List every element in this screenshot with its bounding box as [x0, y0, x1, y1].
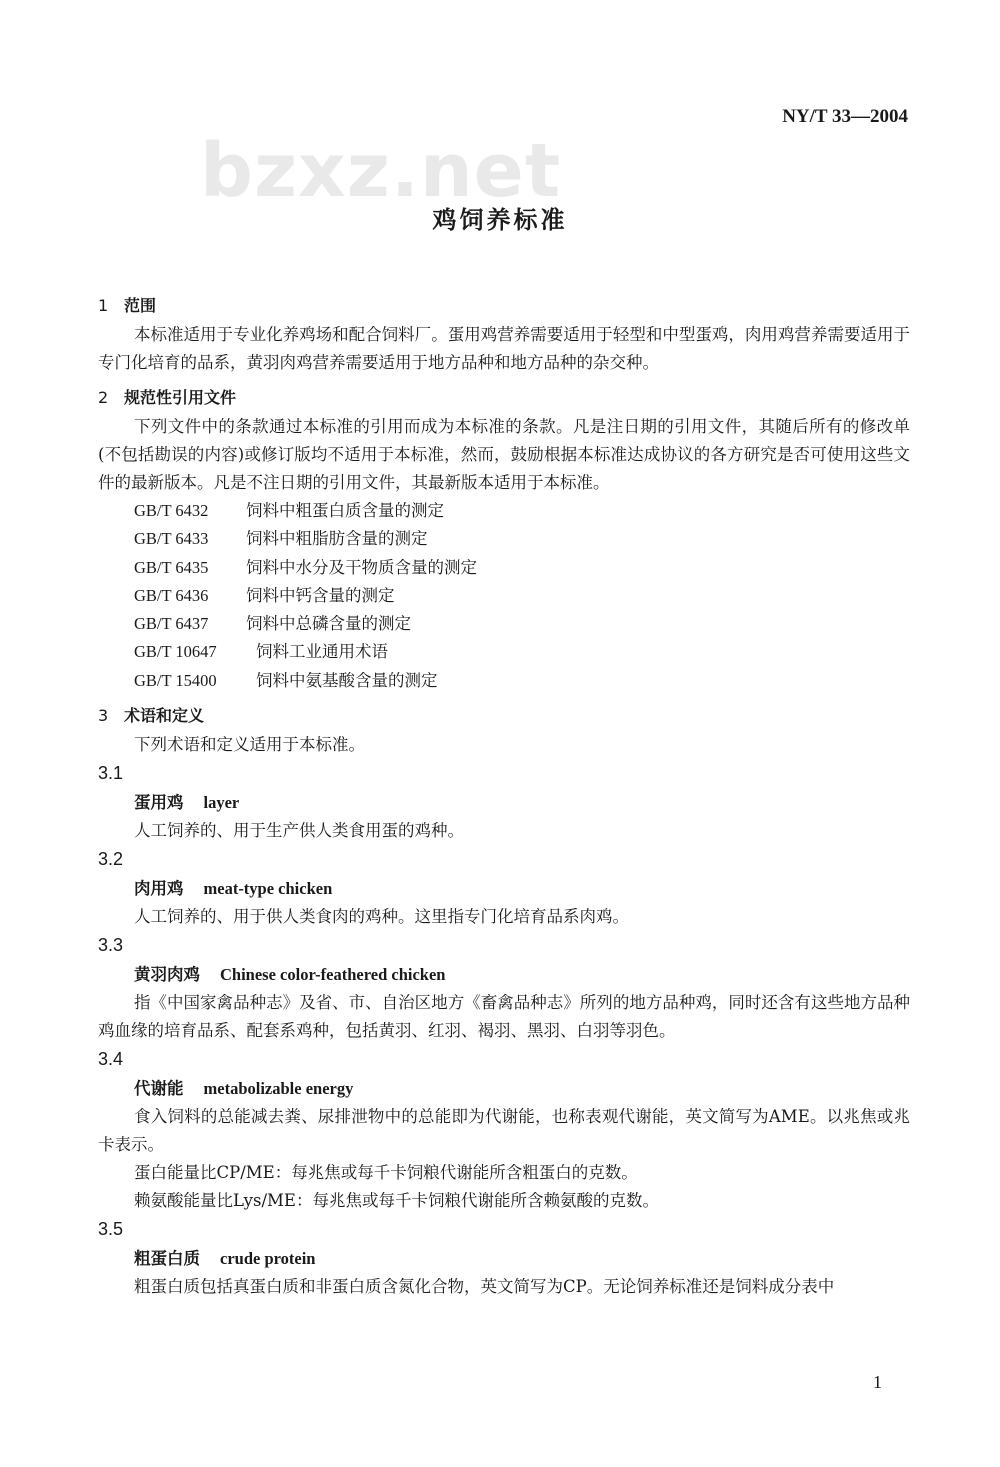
- term-definition: 食入饲料的总能减去粪、尿排泄物中的总能即为代谢能，也称表观代谢能，英文简写为AME。以兆焦或兆卡表示。: [98, 1107, 910, 1155]
- reference-item: GB/T 6433 饲料中粗脂肪含量的测定: [134, 529, 428, 549]
- references-paragraph: 下列文件中的条款通过本标准的引用而成为本标准的条款。凡是注日期的引用文件，其随后所有的修改单(不包括勘误的内容)或修订版均不适用于本标准，然而，鼓励根据本标准达成协议的各方研究是否可使用这些文件的最新版本。凡是不注日期的引用文件，其最新版本适用于本标准。: [98, 417, 910, 492]
- term-definition: 人工饲养的、用于供人类食肉的鸡种。这里指专门化培育品系肉鸡。: [134, 907, 629, 927]
- clause-number: 3.1: [98, 763, 124, 784]
- term-definition: 指《中国家禽品种志》及省、市、自治区地方《畜禽品种志》所列的地方品种鸡，同时还含有这些地方品种鸡血缘的培育品系、配套系鸡种，包括黄羽、红羽、褐羽、黑羽、白羽等羽色。: [98, 993, 910, 1041]
- document-body: [98, 285, 910, 1301]
- reference-item: GB/T 10647 饲料工业通用术语: [134, 642, 388, 662]
- section-heading-scope: 1 范围: [98, 296, 157, 315]
- clause-number: 3.4: [98, 1049, 124, 1070]
- term-definition: 赖氨酸能量比Lys/ME：每兆焦或每千卡饲粮代谢能所含赖氨酸的克数。: [134, 1191, 659, 1211]
- section-heading-references: 2 规范性引用文件: [98, 388, 237, 407]
- term-heading: 蛋用鸡 layer: [134, 793, 240, 813]
- scope-paragraph: 本标准适用于专业化养鸡场和配合饲料厂。蛋用鸡营养需要适用于轻型和中型蛋鸡，肉用鸡营养需要适用于专门化培育的品系，黄羽肉鸡营养需要适用于地方品种和地方品种的杂交种。: [98, 325, 910, 372]
- term-definition: 人工饲养的、用于生产供人类食用蛋的鸡种。: [134, 821, 464, 841]
- watermark: bzxz.net: [200, 128, 562, 214]
- terms-intro: 下列术语和定义适用于本标准。: [134, 735, 365, 755]
- reference-item: GB/T 6435 饲料中水分及干物质含量的测定: [134, 557, 477, 577]
- section-heading-terms: 3 术语和定义: [98, 706, 205, 726]
- reference-item: GB/T 6437 饲料中总磷含量的测定: [134, 614, 411, 634]
- clause-number: 3.2: [98, 849, 124, 870]
- reference-item: GB/T 6432 饲料中粗蛋白质含量的测定: [134, 501, 444, 520]
- term-definition: 粗蛋白质包括真蛋白质和非蛋白质含氮化合物，英文简写为CP。无论饲养标准还是饲料成分表中: [134, 1277, 835, 1297]
- document-title: 鸡饲养标准: [432, 206, 568, 234]
- term-heading: 肉用鸡 meat-type chicken: [134, 879, 333, 899]
- standard-code: NY/T 33—2004: [782, 106, 908, 127]
- clause-number: 3.5: [98, 1219, 124, 1240]
- term-heading: 黄羽肉鸡 Chinese color-feathered chicken: [134, 965, 446, 985]
- term-heading: 代谢能 metabolizable energy: [134, 1079, 354, 1099]
- term-definition: 蛋白能量比CP/ME：每兆焦或每千卡饲粮代谢能所含粗蛋白的克数。: [134, 1163, 638, 1183]
- term-heading: 粗蛋白质 crude protein: [134, 1249, 316, 1269]
- page-number: 1: [873, 1372, 882, 1392]
- reference-item: GB/T 15400 饲料中氨基酸含量的测定: [134, 670, 438, 690]
- clause-number: 3.3: [98, 935, 124, 956]
- reference-item: GB/T 6436 饲料中钙含量的测定: [134, 585, 395, 605]
